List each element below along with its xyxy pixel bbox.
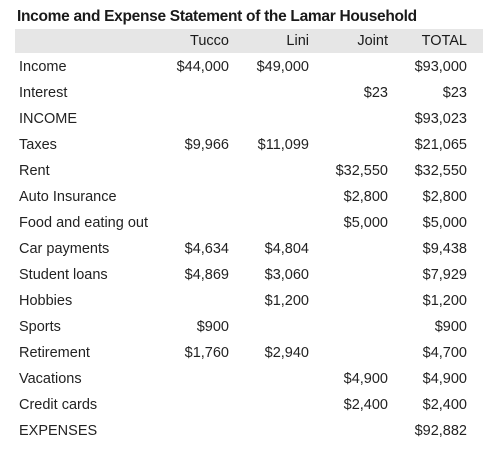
cell-lini: $3,060 — [264, 267, 309, 283]
cell-lini: $1,200 — [264, 293, 309, 309]
table-row — [0, 367, 495, 393]
row-label: Sports — [19, 319, 61, 335]
row-label: Rent — [19, 163, 50, 179]
cell-total: $92,882 — [414, 423, 467, 439]
column-header-band — [15, 29, 483, 53]
cell-tucco: $900 — [196, 319, 229, 335]
table-row — [0, 159, 495, 185]
cell-total: $93,000 — [414, 59, 467, 75]
row-label: Auto Insurance — [19, 189, 117, 205]
row-label: EXPENSES — [19, 423, 98, 439]
table-row — [0, 185, 495, 211]
table-row — [0, 263, 495, 289]
cell-lini: $2,940 — [264, 345, 309, 361]
table-row — [0, 393, 495, 419]
table-row — [0, 341, 495, 367]
cell-total: $2,400 — [422, 397, 467, 413]
cell-total: $4,900 — [422, 371, 467, 387]
cell-joint: $23 — [363, 85, 388, 101]
cell-joint: $4,900 — [343, 371, 388, 387]
cell-tucco: $4,869 — [184, 267, 229, 283]
row-label: Income — [19, 59, 67, 75]
row-label: Retirement — [19, 345, 90, 361]
row-label: Taxes — [19, 137, 57, 153]
table-row — [0, 237, 495, 263]
cell-joint: $2,800 — [343, 189, 388, 205]
cell-tucco: $9,966 — [184, 137, 229, 153]
column-header-total: TOTAL — [421, 33, 467, 49]
cell-joint: $5,000 — [343, 215, 388, 231]
row-label: Credit cards — [19, 397, 98, 413]
cell-total: $21,065 — [414, 137, 467, 153]
cell-lini: $49,000 — [256, 59, 309, 75]
table-row — [0, 289, 495, 315]
table-row — [0, 133, 495, 159]
row-label: Student loans — [19, 267, 108, 283]
cell-tucco: $4,634 — [184, 241, 229, 257]
row-label: Food and eating out — [19, 215, 148, 231]
table-row — [0, 107, 495, 133]
cell-total: $2,800 — [422, 189, 467, 205]
cell-lini: $11,099 — [257, 137, 309, 153]
table-row — [0, 419, 495, 445]
statement-title: Income and Expense Statement of the Lamar Household — [17, 8, 417, 25]
cell-total: $32,550 — [414, 163, 467, 179]
cell-total: $1,200 — [422, 293, 467, 309]
column-header-lini: Lini — [286, 33, 309, 49]
cell-lini: $4,804 — [264, 241, 309, 257]
cell-joint: $2,400 — [343, 397, 388, 413]
row-label: Vacations — [19, 371, 82, 387]
cell-tucco: $1,760 — [184, 345, 229, 361]
row-label: INCOME — [19, 111, 77, 127]
cell-total: $9,438 — [422, 241, 467, 257]
table-row — [0, 211, 495, 237]
cell-total: $23 — [442, 85, 467, 101]
column-header-tucco: Tucco — [190, 33, 229, 49]
table-row — [0, 55, 495, 81]
statement-rows — [0, 55, 495, 445]
cell-total: $7,929 — [422, 267, 467, 283]
table-row — [0, 315, 495, 341]
cell-tucco: $44,000 — [176, 59, 229, 75]
row-label: Car payments — [19, 241, 110, 257]
cell-total: $4,700 — [422, 345, 467, 361]
cell-total: $900 — [434, 319, 467, 335]
table-row — [0, 81, 495, 107]
row-label: Interest — [19, 85, 68, 101]
cell-joint: $32,550 — [335, 163, 388, 179]
column-header-joint: Joint — [357, 33, 388, 49]
cell-total: $93,023 — [414, 111, 467, 127]
row-label: Hobbies — [19, 293, 73, 309]
cell-total: $5,000 — [422, 215, 467, 231]
